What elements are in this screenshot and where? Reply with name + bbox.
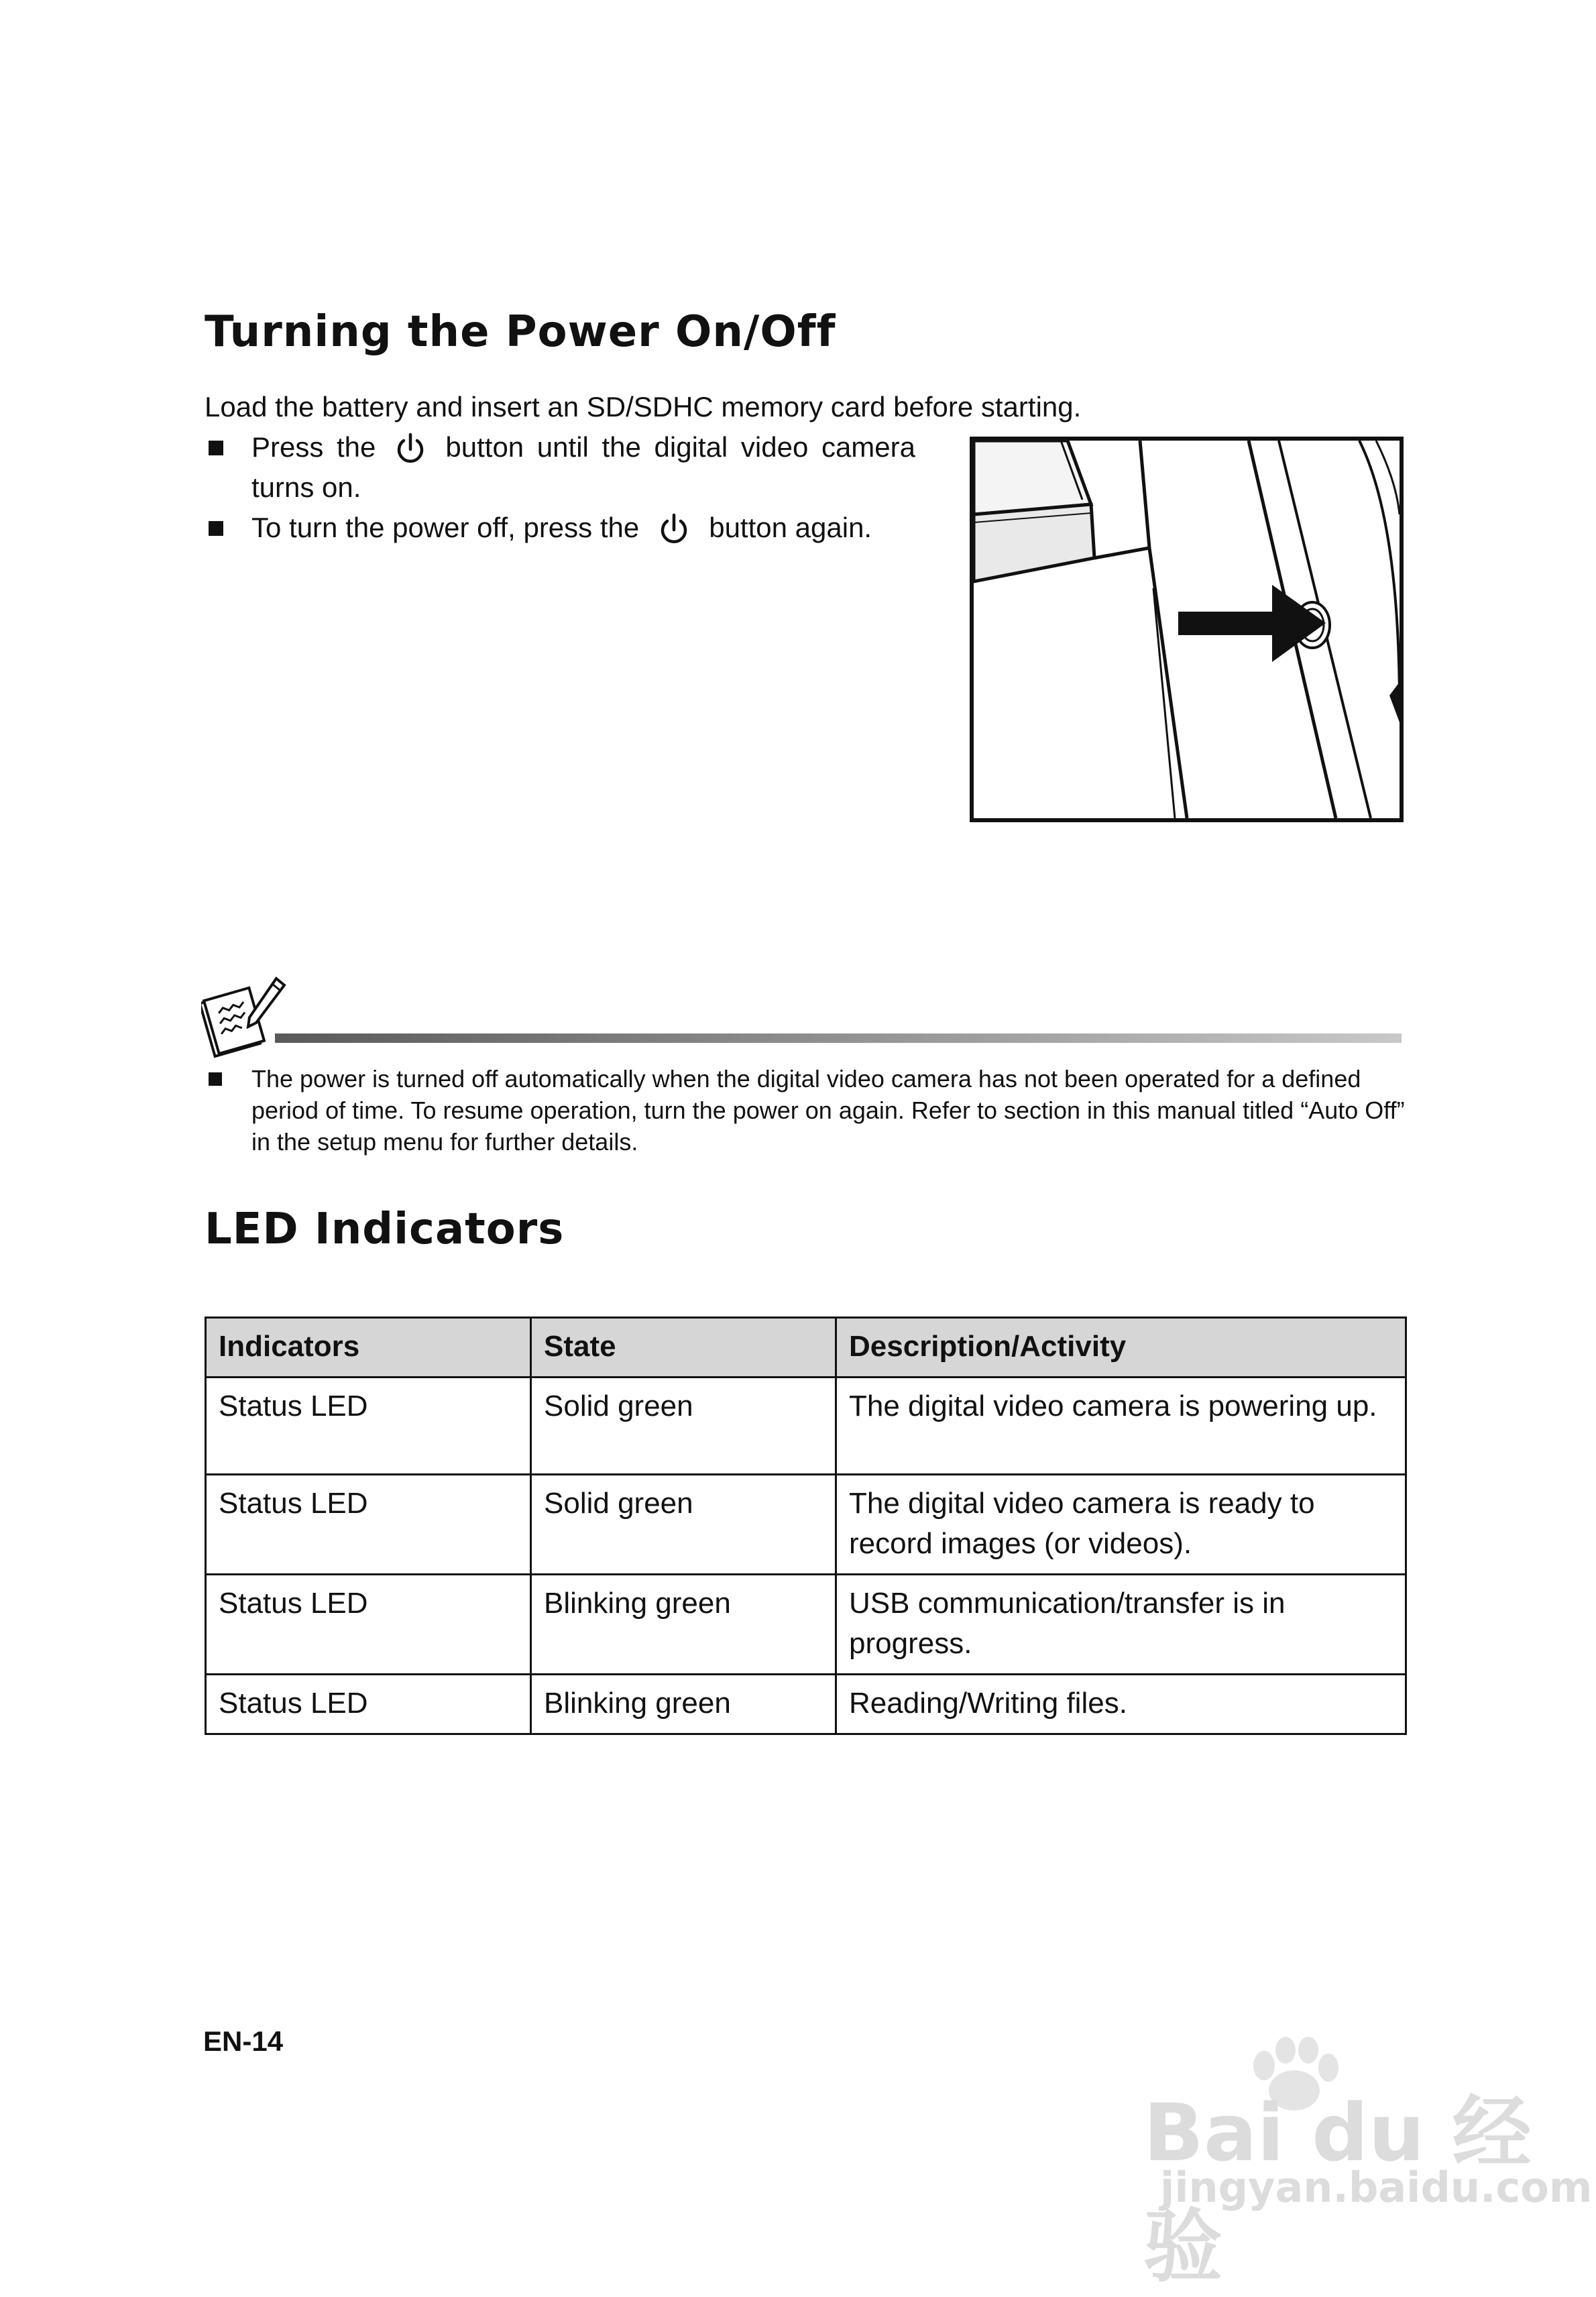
cell-indicator: Status LED xyxy=(206,1575,531,1675)
cell-indicator: Status LED xyxy=(206,1475,531,1575)
table-row xyxy=(206,1575,1406,1675)
table-row xyxy=(206,1475,1406,1575)
table-header-row xyxy=(206,1318,1406,1378)
square-bullet-icon xyxy=(209,441,223,455)
note-pencil-icon xyxy=(201,974,288,1058)
table-row xyxy=(206,1378,1406,1475)
square-bullet-icon xyxy=(209,1072,222,1086)
header-indicators: Indicators xyxy=(206,1318,531,1378)
note-text: The power is turned off automatically when the digital video camera has not been operated for a defined period of time. To resume operation, turn the power on again. Refer to section in this manual titled “Auto Off” in the setup menu for further details. xyxy=(251,1065,1405,1156)
camera-side-drawing xyxy=(974,441,1400,818)
watermark-brand: Bai du 经验 xyxy=(1143,2086,1532,2293)
step-2-after: button again. xyxy=(709,512,872,543)
header-state: State xyxy=(531,1318,836,1378)
cell-description: Reading/Writing files. xyxy=(836,1675,1406,1734)
cell-description: USB communication/transfer is in progress. xyxy=(836,1575,1406,1675)
cell-state: Blinking green xyxy=(531,1675,836,1734)
page-number: EN-14 xyxy=(203,2025,284,2057)
table-row xyxy=(206,1675,1406,1734)
step-1-after: button until the digital video camera turns on. xyxy=(251,431,915,503)
intro-text: Load the battery and insert an SD/SDHC memory card before starting. xyxy=(205,391,1082,423)
power-icon xyxy=(393,431,428,466)
cell-description: The digital video camera is powering up. xyxy=(836,1378,1406,1475)
list-item xyxy=(205,1063,1405,1158)
step-1-before: Press the xyxy=(251,431,376,463)
power-steps xyxy=(205,427,915,548)
list-item xyxy=(205,508,915,548)
list-item xyxy=(205,427,915,508)
arrow-icon xyxy=(1178,585,1326,662)
power-icon xyxy=(657,512,691,547)
cell-state: Solid green xyxy=(531,1475,836,1575)
watermark-url: jingyan.baidu.com xyxy=(1160,2163,1593,2212)
power-section-title: Turning the Power On/Off xyxy=(205,307,836,357)
note-list xyxy=(205,1063,1405,1158)
cell-description: The digital video camera is ready to record images (or videos). xyxy=(836,1475,1406,1575)
camera-illustration xyxy=(970,437,1404,822)
header-description: Description/Activity xyxy=(836,1318,1406,1378)
cell-indicator: Status LED xyxy=(206,1675,531,1734)
cell-indicator: Status LED xyxy=(206,1378,531,1475)
led-table xyxy=(205,1316,1407,1735)
led-section-title: LED Indicators xyxy=(205,1204,565,1254)
square-bullet-icon xyxy=(209,521,223,536)
cell-state: Blinking green xyxy=(531,1575,836,1675)
step-2-before: To turn the power off, press the xyxy=(251,512,640,543)
cell-state: Solid green xyxy=(531,1378,836,1475)
note-divider xyxy=(275,1033,1402,1043)
